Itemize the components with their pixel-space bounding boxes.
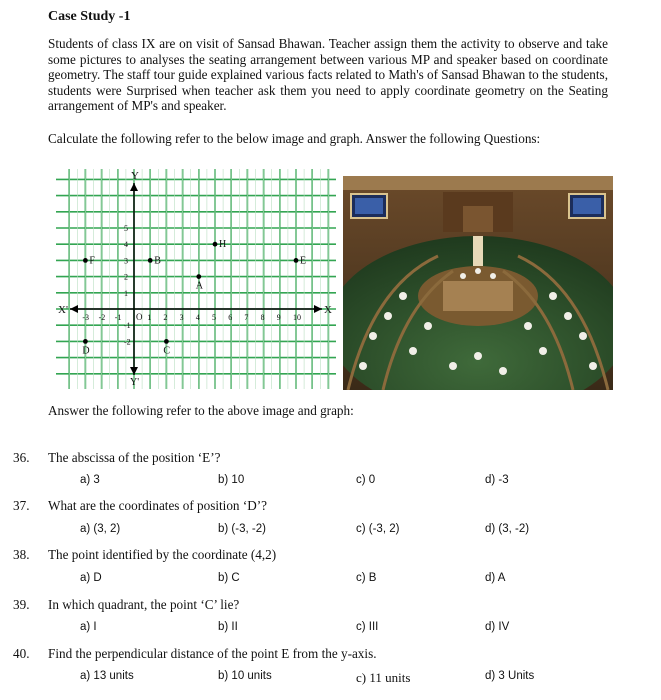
point-B [148,258,153,263]
y-tick-label: -2 [124,337,131,347]
point-H [213,242,218,247]
point-A [196,274,201,279]
option-a: a) D [80,572,102,584]
origin-label: O [136,312,143,322]
answer-instruction: Answer the following refer to the above image and graph: [48,403,354,418]
option-b: b) (-3, -2) [218,523,266,535]
x-tick-label: 2 [163,313,168,322]
question-text: The abscissa of the position ‘E’? [48,450,221,465]
option-b: b) 10 units [218,670,272,682]
option-c: c) B [356,572,377,584]
point-label-A: A [195,280,204,292]
point-C [164,339,169,344]
point-label-B: B [154,255,161,267]
option-c: c) 0 [356,474,376,486]
option-a: a) 13 units [80,670,134,682]
y-neg-axis-label: Y' [130,377,140,388]
question-number: 37. [13,498,30,513]
y-tick-label: 2 [124,272,128,282]
question-text: Find the perpendicular distance of the point E from the y-axis. [48,646,377,661]
point-label-H: H [219,239,227,251]
option-c: c) 11 units [356,670,411,685]
point-label-F: F [89,255,95,267]
question-text: In which quadrant, the point ‘C’ lie? [48,597,240,612]
option-b: b) II [218,621,238,633]
x-tick-label: 9 [276,313,281,322]
option-b: b) 10 [218,474,245,486]
x-tick-label: -1 [114,313,122,322]
x-neg-axis-label: X' [58,304,68,316]
option-a: a) I [80,621,97,633]
option-a: a) (3, 2) [80,523,121,535]
y-tick-label: 5 [124,224,128,233]
coordinate-graph [56,169,336,389]
x-tick-label: -3 [82,313,90,322]
x-tick-label: 8 [260,313,265,322]
x-neg-arrow [70,305,78,313]
y-arrow [130,183,138,191]
point-D [83,339,88,344]
x-tick-label: 7 [244,313,249,322]
point-F [83,258,88,263]
question-number: 40. [13,646,30,661]
case-study-title: Case Study -1 [48,9,131,24]
point-E [294,258,299,263]
option-d: d) 3 Units [485,670,535,682]
instruction-text: Calculate the following refer to the below image and graph. Answer the following Questions: [48,131,541,146]
y-tick-label: 3 [124,256,128,266]
option-c: c) (-3, 2) [356,523,400,535]
x-tick-label: -2 [98,313,106,322]
y-tick-label: 4 [124,240,128,250]
x-tick-label: 5 [212,313,216,322]
option-d: d) (3, -2) [485,523,530,535]
graph-canvas [56,169,336,389]
option-a: a) 3 [80,474,100,486]
option-b: b) C [218,572,240,584]
question-text: What are the coordinates of position ‘D’? [48,498,267,513]
intro-paragraph: Students of class IX are on visit of Sansad Bhawan. Teacher assign them the activity to observe and take some pictures to analyses the seating arrangement between various MP and speaker based on coordinate geometry. The staff tour guide explained various facts related to Math's of Sansad Bhawan to the students, students were Surprised when teacher ask them you need to apply coordinate geometry on the Seating arrangement of MP's and speaker. [48,36,608,114]
x-tick-label: 4 [195,313,200,322]
y-tick-label: 1 [124,288,128,298]
option-c: c) III [356,621,379,633]
x-axis-label: X [324,304,332,316]
x-tick-label: 1 [147,313,152,322]
question-text: The point identified by the coordinate (4,2) [48,547,277,562]
option-d: d) A [485,572,506,584]
parliament-photo [343,176,613,390]
x-arrow [314,305,322,313]
x-tick-label: 6 [228,313,233,322]
question-number: 38. [13,547,30,562]
option-d: d) -3 [485,474,509,486]
x-tick-label: 3 [179,313,184,322]
point-label-D: D [82,345,90,357]
point-label-C: C [163,345,171,357]
option-d: d) IV [485,621,510,633]
y-axis-label: Y [131,170,139,182]
point-label-E: E [300,255,307,267]
question-number: 39. [13,597,30,612]
x-tick-label: 10 [293,313,301,322]
question-number: 36. [13,450,30,465]
y-tick-label: -1 [124,321,131,331]
